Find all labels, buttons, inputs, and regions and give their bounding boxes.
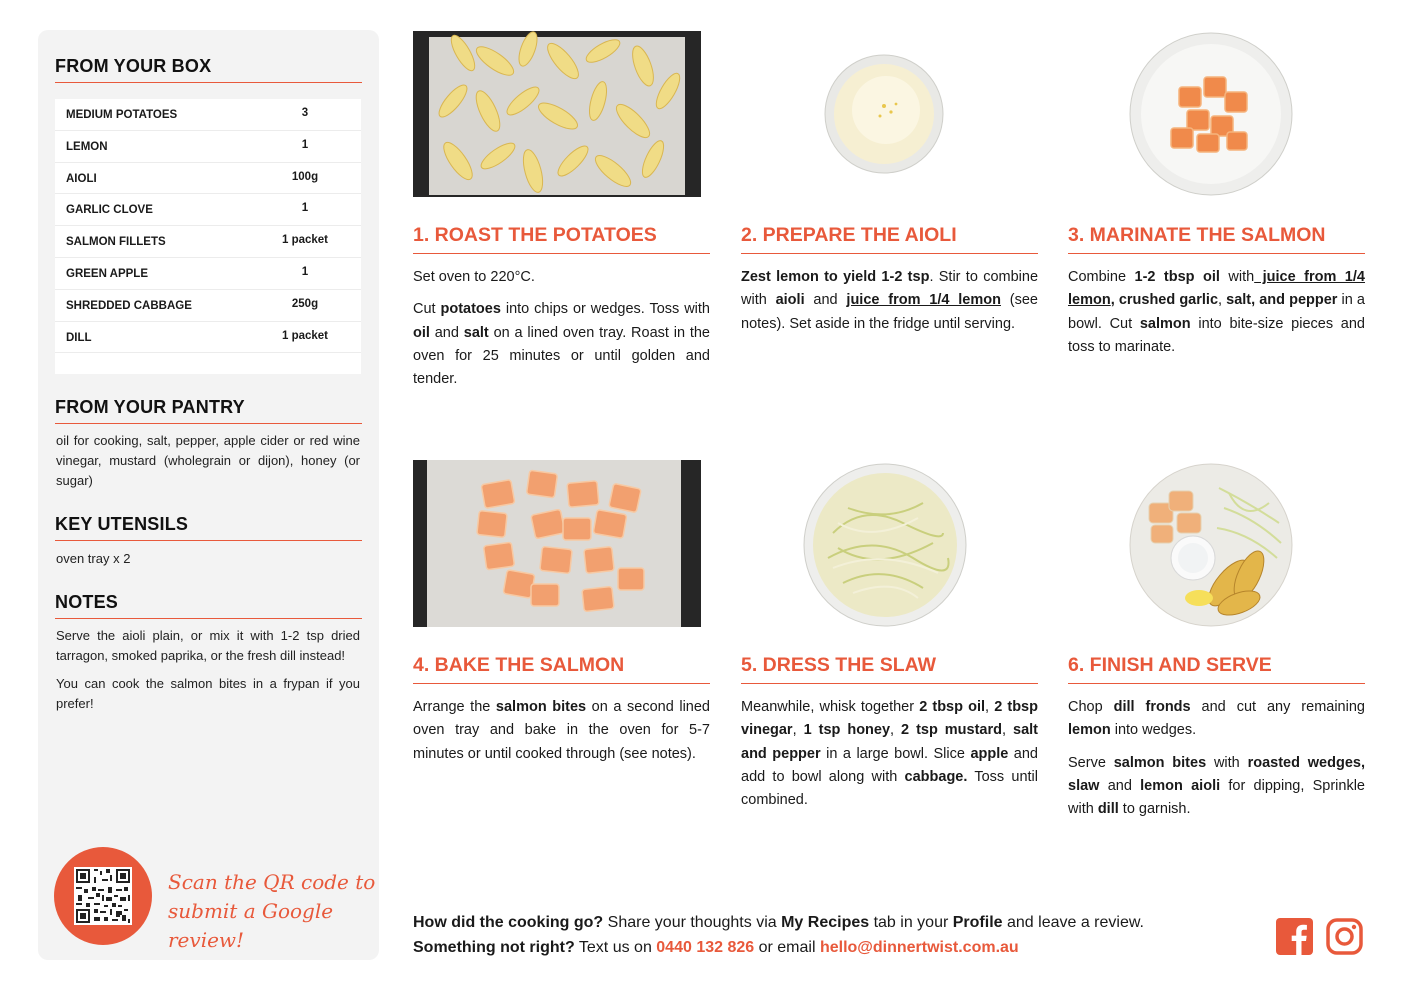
box-item-name: SALMON FILLETS xyxy=(66,236,166,249)
step-3-title: 3. MARINATE THE SALMON xyxy=(1068,224,1365,254)
qr-badge[interactable] xyxy=(54,847,152,945)
instagram-icon[interactable] xyxy=(1326,918,1363,955)
t: and add to bowl along with xyxy=(741,745,1038,785)
t: salmon xyxy=(1139,315,1191,332)
box-item-name: SHREDDED CABBAGE xyxy=(66,299,192,312)
box-item-row xyxy=(55,194,361,226)
step-5-body xyxy=(741,696,1038,821)
t: , xyxy=(985,699,995,715)
t: , xyxy=(890,722,902,739)
t: roasted wedges, xyxy=(1247,754,1365,771)
t: on a second lined oven tray and bake in the oven for 5-7 minutes or until cooked through (see notes). xyxy=(413,699,710,762)
sidebar xyxy=(38,30,379,960)
qr-code-icon[interactable] xyxy=(74,867,132,925)
box-item-qty: 1 xyxy=(301,265,309,278)
step-1-line-2 xyxy=(413,298,710,391)
box-item-name: GARLIC CLOVE xyxy=(66,204,153,217)
t: 2 tbsp vinegar xyxy=(741,699,1038,739)
box-item-row xyxy=(55,226,361,258)
box-item-qty: 1 packet xyxy=(281,329,329,342)
t: with xyxy=(1219,269,1255,285)
t: Something not right? xyxy=(413,939,575,956)
t: dill xyxy=(1097,801,1119,818)
box-item-qty: 1 xyxy=(301,202,309,215)
step-1-body xyxy=(413,266,710,400)
t: slaw xyxy=(1068,777,1100,794)
t: and xyxy=(429,324,464,341)
t: Chop xyxy=(1068,699,1114,715)
t: . Stir to combine with xyxy=(741,269,1039,309)
footer xyxy=(413,910,1144,960)
pantry-text: oil for cooking, salt, pepper, apple cider or red wine vinegar, mustard (wholegrain or dijon), honey (or sugar) xyxy=(56,433,360,488)
t: salmon bites xyxy=(495,699,587,715)
marinated-salmon-bowl-image xyxy=(1129,32,1293,196)
step-4-title: 4. BAKE THE SALMON xyxy=(413,654,710,684)
step-6-title: 6. FINISH AND SERVE xyxy=(1068,654,1365,684)
t: Toss until combined. xyxy=(741,768,1039,809)
slaw-bowl-image xyxy=(803,463,967,627)
t: Combine xyxy=(1068,269,1135,285)
box-item-name: AIOLI xyxy=(66,172,97,185)
box-item-row xyxy=(55,163,361,195)
t: cabbage. xyxy=(904,768,968,785)
step-2-title: 2. PREPARE THE AIOLI xyxy=(741,224,1038,254)
finished-plate-image xyxy=(1129,463,1293,627)
box-item-qty: 100g xyxy=(291,170,319,183)
t: apple xyxy=(970,745,1009,762)
t: in a large bowl. Slice xyxy=(820,745,971,762)
from-box-title: FROM YOUR BOX xyxy=(55,56,362,83)
box-item-row xyxy=(55,290,361,322)
t: 1-2 tbsp oil xyxy=(1134,269,1220,285)
t: 2 tbsp oil xyxy=(919,699,986,715)
step-3-body xyxy=(1068,266,1365,368)
box-item-row xyxy=(55,99,361,131)
t: 1 tsp honey xyxy=(803,722,891,739)
box-item-name: GREEN APPLE xyxy=(66,267,149,280)
step-1-title: 1. ROAST THE POTATOES xyxy=(413,224,710,254)
box-item-name: DILL xyxy=(66,331,92,344)
t: with xyxy=(1206,754,1248,771)
utensils-title: KEY UTENSILS xyxy=(55,514,362,541)
box-item-qty: 1 xyxy=(301,138,309,151)
t: and leave a review. xyxy=(1002,914,1144,931)
t: lemon aioli xyxy=(1140,777,1221,794)
t: , xyxy=(1002,722,1013,739)
box-item-name: LEMON xyxy=(66,140,108,153)
t: Share your thoughts via xyxy=(603,914,782,931)
facebook-icon[interactable] xyxy=(1276,918,1313,955)
t: on a lined oven tray. Roast in the oven for 25 minutes or until golden and tender. xyxy=(413,324,710,388)
t: , xyxy=(1218,292,1227,309)
t: salmon bites xyxy=(1113,754,1207,771)
email-link[interactable]: hello@dinnertwist.com.au xyxy=(819,939,1019,956)
t: salt, and pepper xyxy=(1226,292,1338,309)
t: oil xyxy=(413,324,430,341)
t: juice from 1/4 lemon xyxy=(1068,269,1365,309)
footer-line-2 xyxy=(413,935,1144,960)
t: Profile xyxy=(952,914,1003,931)
aioli-bowl-image xyxy=(824,54,944,174)
t: , crushed garlic xyxy=(1110,292,1219,309)
t: dill fronds xyxy=(1113,699,1191,715)
utensils-text: oven tray x 2 xyxy=(56,551,131,566)
note-1: Serve the aioli plain, or mix it with 1-2 tsp dried tarragon, smoked paprika, or the fresh dill instead! xyxy=(56,628,360,663)
t: and xyxy=(1099,777,1141,794)
t: tab in your xyxy=(869,914,953,931)
salmon-tray-image xyxy=(413,460,701,627)
t: My Recipes xyxy=(781,914,870,931)
t: into chips or wedges. Toss with xyxy=(500,301,710,318)
box-item-name: MEDIUM POTATOES xyxy=(66,109,178,121)
t: salt and pepper xyxy=(741,722,1038,762)
step-4-body xyxy=(413,696,710,775)
box-item-qty: 3 xyxy=(301,107,309,119)
note-2: You can cook the salmon bites in a frypan if you prefer! xyxy=(56,676,360,711)
phone-link[interactable]: 0440 132 826 xyxy=(656,939,755,956)
notes-text xyxy=(56,626,360,722)
t: or email xyxy=(754,939,820,956)
t: Serve xyxy=(1068,754,1114,771)
t: and cut any remaining xyxy=(1190,699,1365,715)
t: for dipping, Sprinkle with xyxy=(1068,777,1365,818)
box-ingredients-table xyxy=(55,99,361,374)
qr-line-1: Scan the QR code to xyxy=(168,870,376,894)
t: (see notes). Set aside in the fridge until serving. xyxy=(741,292,1038,332)
t: 2 tsp mustard xyxy=(901,722,1002,739)
notes-title: NOTES xyxy=(55,592,362,619)
qr-caption xyxy=(168,868,379,955)
t: into bite-size pieces and toss to marinate. xyxy=(1068,315,1365,355)
t: to garnish. xyxy=(1118,801,1191,818)
t: and xyxy=(804,292,847,309)
t: in a bowl. Cut xyxy=(1068,292,1365,332)
box-item-row xyxy=(55,322,361,354)
box-item-qty: 1 packet xyxy=(281,234,329,247)
t: Meanwhile, whisk together xyxy=(741,699,920,715)
step-2-body xyxy=(741,266,1038,345)
t: lemon xyxy=(1068,722,1111,739)
t: salt xyxy=(463,324,489,341)
step-1-line-1: Set oven to 220°C. xyxy=(413,269,535,285)
box-item-row xyxy=(55,258,361,290)
t: Text us on xyxy=(574,939,657,956)
t: juice from 1/4 lemon xyxy=(846,292,1001,309)
t: into wedges. xyxy=(1110,722,1197,739)
qr-line-2: submit a Google review! xyxy=(168,899,334,952)
footer-line-1 xyxy=(413,910,1144,935)
t: Arrange the xyxy=(413,699,496,715)
pantry-title: FROM YOUR PANTRY xyxy=(55,397,362,424)
box-item-row xyxy=(55,131,361,163)
box-item-qty: 250g xyxy=(291,297,319,310)
t: Cut xyxy=(413,301,441,318)
step-6-body xyxy=(1068,696,1365,830)
step-5-title: 5. DRESS THE SLAW xyxy=(741,654,1038,684)
potatoes-tray-image xyxy=(413,31,701,197)
t: , xyxy=(792,722,804,739)
t: How did the cooking go? xyxy=(413,914,604,931)
t: aioli xyxy=(775,292,805,309)
t: Zest lemon to yield 1-2 tsp xyxy=(741,269,930,285)
t: potatoes xyxy=(440,301,501,318)
